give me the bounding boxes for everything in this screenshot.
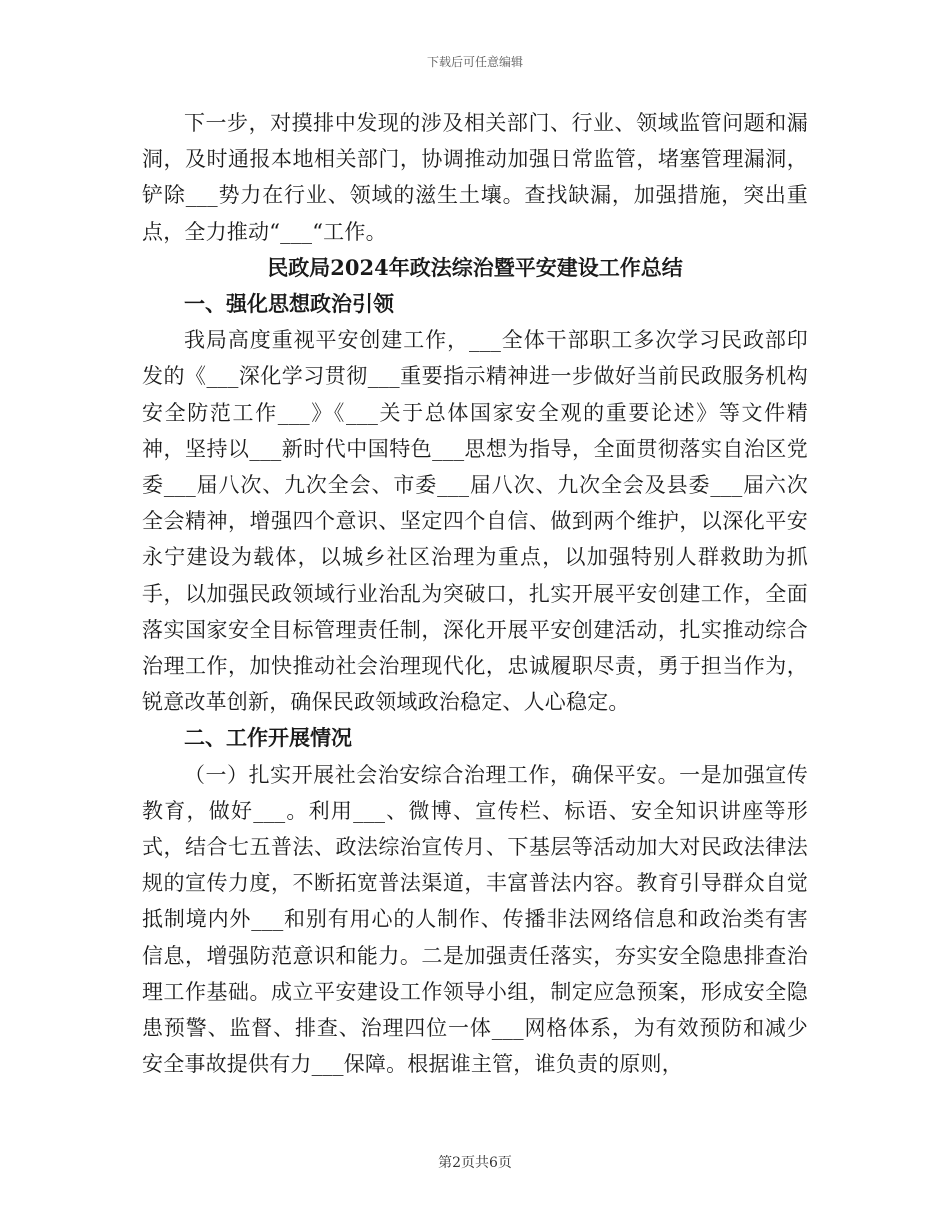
section-heading-2: 二、工作开展情况 (184, 725, 352, 751)
intro-paragraph: 下一步，对摸排中发现的涉及相关部门、行业、领域监管问题和漏洞，及时通报本地相关部门，协调推动加强日常监管，堵塞管理漏洞，铲除___势力在行业、领域的滋生土壤。查找缺漏，加强措施，突出重点，全力推动“___“工作。 (142, 111, 808, 244)
header-note: 下载后可任意编辑 (426, 55, 523, 69)
document-title: 民政局2024年政法综治暨平安建设工作总结 (267, 254, 683, 280)
section-1-paragraph: 我局高度重视平安创建工作，___全体干部职工多次学习民政部印发的《___深化学习贯彻___重要指示精神进一步做好当前民政服务机构安全防范工作___》《___关于总体国家安全观的重要论述》等文件精神，坚持以___新时代中国特色___思想为指导，全面贯彻落实自治区党委___届八次、九次全会、市委___届八次、九次全会及县委___届六次全会精神，增强四个意识、坚定四个自信、做到两个维护，以深化平安永宁建设为载体，以城乡社区治理为重点，以加强特别人群救助为抓手，以加强民政领域行业治乱为突破口，扎实开展平安创建工作，全面落实国家安全目标管理责任制，深化开展平安创建活动，扎实推动综合治理工作，加快推动社会治理现代化，忠诚履职尽责，勇于担当作为，锐意改革创新，确保民政领域政治稳定、人心稳定。 (142, 328, 808, 715)
document-body (142, 105, 808, 1082)
section-2-paragraph: （一）扎实开展社会治安综合治理工作，确保平安。一是加强宣传教育，做好___。利用___、微博、宣传栏、标语、安全知识讲座等形式，结合七五普法、政法综治宣传月、下基层等活动加大对民政法律法规的宣传力度，不断拓宽普法渠道，丰富普法内容。教育引导群众自觉抵制境内外___和别有用心的人制作、传播非法网络信息和政治类有害信息，增强防范意识和能力。二是加强责任落实，夯实安全隐患排查治理工作基础。成立平安建设工作领导小组，制定应急预案，形成安全隐患预警、监督、排查、治理四位一体___网格体系，为有效预防和减少安全事故提供有力___保障。根据谁主管，谁负责的原则， (142, 762, 808, 1077)
page-number: 第2页共6页 (438, 1155, 512, 1171)
section-heading-1: 一、强化思想政治引领 (184, 291, 394, 317)
